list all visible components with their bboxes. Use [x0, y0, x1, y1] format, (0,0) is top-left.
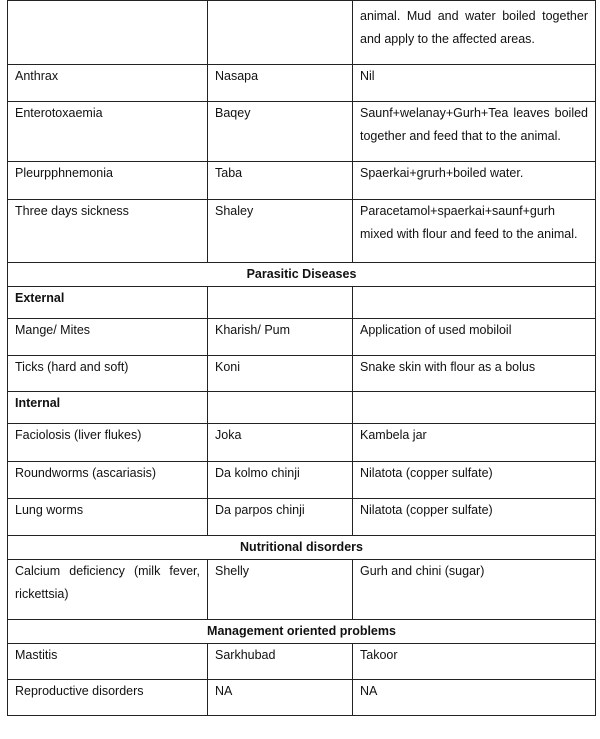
table-row [8, 462, 596, 499]
section-heading: Nutritional disorders [8, 536, 596, 560]
table-row [8, 1, 596, 65]
section-heading: Management oriented problems [8, 620, 596, 644]
treatment-cell: animal. Mud and water boiled together and apply to the affected areas. [353, 1, 596, 65]
empty-cell [353, 392, 596, 424]
table-row [8, 560, 596, 620]
local-name-cell: Baqey [208, 102, 353, 162]
subsection-row [8, 392, 596, 424]
table-row [8, 644, 596, 680]
disease-name-cell: Faciolosis (liver flukes) [8, 424, 208, 462]
treatment-cell: Nilatota (copper sulfate) [353, 499, 596, 536]
section-row [8, 536, 596, 560]
local-name-cell: Shelly [208, 560, 353, 620]
disease-name-cell: Reproductive disorders [8, 680, 208, 716]
disease-name-cell: Anthrax [8, 65, 208, 102]
disease-name-cell [8, 1, 208, 65]
table-row [8, 65, 596, 102]
table-row [8, 424, 596, 462]
treatment-cell: Spaerkai+grurh+boiled water. [353, 162, 596, 200]
disease-name-cell: Lung worms [8, 499, 208, 536]
local-name-cell: Joka [208, 424, 353, 462]
treatment-cell: Paracetamol+spaerkai+saunf+gurh mixed with flour and feed to the animal. [353, 200, 596, 263]
empty-cell [208, 392, 353, 424]
empty-cell [208, 287, 353, 319]
treatment-cell: Saunf+welanay+Gurh+Tea leaves boiled together and feed that to the animal. [353, 102, 596, 162]
treatment-cell: Snake skin with flour as a bolus [353, 356, 596, 392]
local-name-cell: Shaley [208, 200, 353, 263]
disease-name-cell: Ticks (hard and soft) [8, 356, 208, 392]
disease-name-cell: Pleurpphnemonia [8, 162, 208, 200]
treatment-cell: Kambela jar [353, 424, 596, 462]
local-name-cell: Nasapa [208, 65, 353, 102]
table-row [8, 200, 596, 263]
local-name-cell: Sarkhubad [208, 644, 353, 680]
treatment-cell: Application of used mobiloil [353, 319, 596, 356]
table-row [8, 680, 596, 716]
subsection-row [8, 287, 596, 319]
table-row [8, 319, 596, 356]
section-row [8, 620, 596, 644]
subsection-heading: Internal [8, 392, 208, 424]
treatment-cell: Gurh and chini (sugar) [353, 560, 596, 620]
subsection-heading: External [8, 287, 208, 319]
table-row [8, 162, 596, 200]
local-name-cell: Koni [208, 356, 353, 392]
treatment-cell: Takoor [353, 644, 596, 680]
disease-name-cell: Calcium deficiency (milk fever, rickettsia) [8, 560, 208, 620]
treatment-cell: NA [353, 680, 596, 716]
disease-name-cell: Roundworms (ascariasis) [8, 462, 208, 499]
table-row [8, 499, 596, 536]
disease-name-cell: Mange/ Mites [8, 319, 208, 356]
table-row [8, 356, 596, 392]
local-name-cell: Da parpos chinji [208, 499, 353, 536]
treatment-cell: Nilatota (copper sulfate) [353, 462, 596, 499]
disease-name-cell: Mastitis [8, 644, 208, 680]
table-row [8, 102, 596, 162]
disease-name-cell: Enterotoxaemia [8, 102, 208, 162]
local-name-cell: Taba [208, 162, 353, 200]
local-name-cell: NA [208, 680, 353, 716]
local-name-cell: Da kolmo chinji [208, 462, 353, 499]
disease-name-cell: Three days sickness [8, 200, 208, 263]
remedies-table [7, 0, 596, 716]
section-heading: Parasitic Diseases [8, 263, 596, 287]
empty-cell [353, 287, 596, 319]
local-name-cell [208, 1, 353, 65]
local-name-cell: Kharish/ Pum [208, 319, 353, 356]
section-row [8, 263, 596, 287]
treatment-cell: Nil [353, 65, 596, 102]
